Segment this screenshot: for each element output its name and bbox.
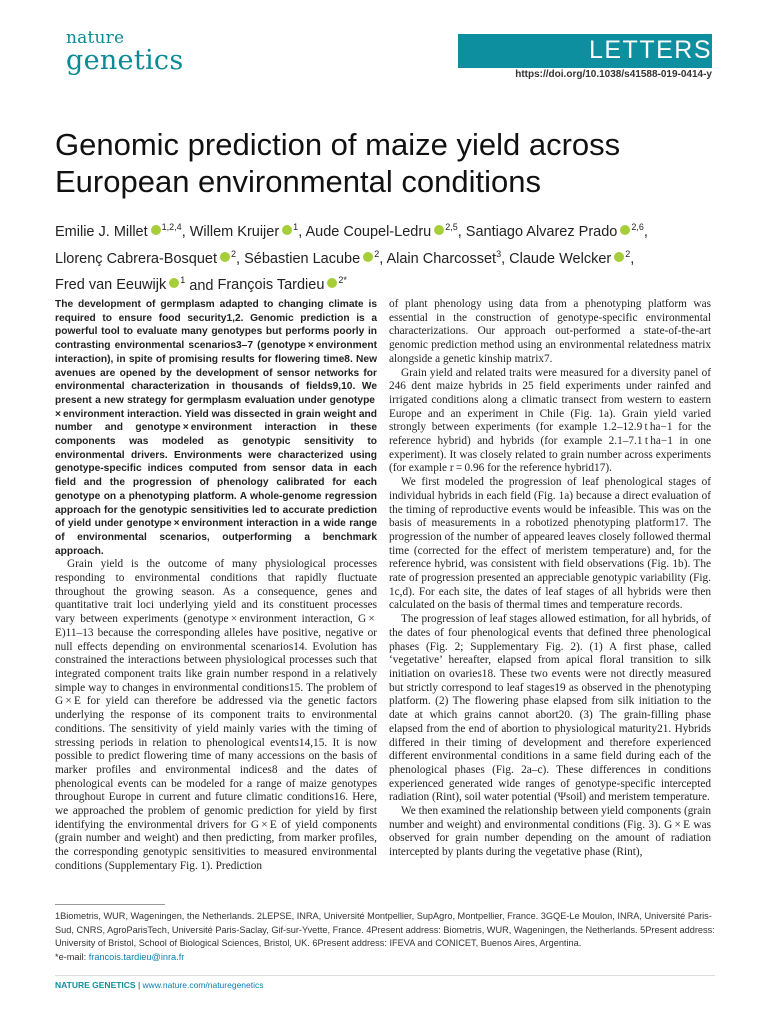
body-paragraph: We then examined the relationship between yield components (grain number and weight) and environmental conditions (Fig. 3). G × E was observed for grain number depending on the amount of radiation intercepted by plants during the vegetative phase (Rint),: [389, 805, 711, 859]
page-footer: NATURE GENETICS | www.nature.com/naturegenetics: [55, 980, 264, 990]
orcid-icon[interactable]: [327, 278, 337, 288]
footnote-divider: [55, 904, 165, 905]
footer-journal: NATURE GENETICS: [55, 980, 136, 990]
orcid-icon[interactable]: [363, 252, 373, 262]
author[interactable]: Alain Charcosset$^3$: [386, 248, 502, 267]
affiliations: [55, 910, 715, 964]
author[interactable]: Llorenç Cabrera-Bosquet $^2$: [55, 248, 237, 267]
body-paragraph: Grain yield and related traits were measured for a diversity panel of 246 dent maize hybrids in 25 field experiments under rainfed and irrigated conditions along a climatic transect from western to eastern Europe and an experiment in Chile (Fig. 1a). Grain yield varied strongly between experiments (for example 1.2–12.9 t ha−1 for the reference hybrid) and hybrids (for example 2.1–7.1 t ha−1 in one experiment). It was closely related to grain number across experiments (for example r = 0.96 for the reference hybrid17).: [389, 366, 711, 475]
orcid-icon[interactable]: [614, 252, 624, 262]
abstract: The development of germplasm adapted to changing climate is required to ensure food security1,2. Genomic prediction is a powerful tool to evaluate many genotypes but performs poorly in contrasting environmental scenarios3–7 (genotype × environment interaction), in spite of promising results for flowering time8. New avenues are opened by the development of sensor networks for environmental characterization in thousands of fields9,10. We present a new strategy for germplasm evaluation under genotype × environment interaction. Yield was dissected in grain weight and number and genotype × environment interaction in these components was modeled as genotypic sensitivity to environmental drivers. Environments were characterized using genotype-specific indices computed from sensor data in each field and the progression of phenology calibrated for each genotype on a phenotyping platform. A whole-genome regression approach for the genotypic sensitivities led to accurate prediction of yield under genotype × environment interaction in a wide range of environmental scenarios, outperforming a benchmark approach.: [55, 299, 377, 557]
author[interactable]: Sébastien Lacube $^2$: [244, 248, 380, 267]
body-paragraph: of plant phenology using data from a phenotyping platform was essential in the construction of genotype-specific environmental characterizations. Our approach out-performed a state-of-the-art genomic prediction method using an environmental relatedness matrix alongside a genetic kinship matrix7.: [389, 298, 711, 365]
orcid-icon[interactable]: [220, 252, 230, 262]
logo-genetics-text: genetics: [66, 45, 184, 76]
section-label: LETTERS: [588, 36, 712, 64]
journal-logo[interactable]: [66, 30, 184, 75]
orcid-icon[interactable]: [620, 225, 630, 235]
orcid-icon[interactable]: [151, 225, 161, 235]
logo-nature-text: nature: [66, 28, 125, 48]
email-link[interactable]: francois.tardieu@inra.fr: [88, 951, 185, 962]
doi-link[interactable]: https://doi.org/10.1038/s41588-019-0414-y: [515, 69, 712, 80]
body-paragraph: Grain yield is the outcome of many physiological processes responding to environmental conditions that rapidly fluctuate throughout the growing season. As a consequence, genes and quantitative trait loci underlying yield and its constituent processes vary between experiments (genotype × environment interaction, G × E)11–13 because the corresponding alleles have positive, negative or null effects depending on environmental scenarios14. Evolution has constrained the interactions between physiological processes such that integrated component traits like grain number respond in a relatively simple way to changes in environmental conditions15. The problem of G × E for yield can therefore be addressed via the genetic factors underlying the response of its component traits to environmental conditions. The sensitivity of yield mainly varies with the timing of stressing periods in relation to phenological events14,15. It is now possible to predict flowering time of many accessions on the basis of marker profiles and environmental indices8 and the dates of phenological events can be modeled for a range of maize genotypes throughout Europe in current and future climatic conditions16. Here, we approached the problem of genomic prediction for yield by first identifying the environmental drivers for G × E of yield components (grain number and weight) and then predicting, from marker profiles, the corresponding genotypic sensitivities to measured environmental conditions (Supplementary Fig. 1). Prediction: [55, 558, 377, 872]
right-column: [389, 298, 711, 860]
affiliation-text: 1Biometris, WUR, Wageningen, the Netherlands. 2LEPSE, INRA, Université Montpellier, SupAgro, Montpellier, France. 3GQE-Le Moulon, INRA, Université Paris-Sud, CNRS, AgroParisTech, Université Paris-Saclay, Gif-sur-Yvette, France. 4Present address: Biometris, WUR, Wageningen, the Netherlands. 5Present address: University of Bristol, School of Biological Sciences, Bristol, UK. 6Present address: IFEVA and CONICET, Buenos Aires, Argentina.: [55, 911, 715, 948]
author[interactable]: Willem Kruijer $^1$: [189, 222, 299, 240]
orcid-icon[interactable]: [434, 225, 444, 235]
body-paragraph: The progression of leaf stages allowed estimation, for all hybrids, of the dates of four phenological events that defined three phenological phases (Fig. 2; Supplementary Fig. 2). (1) A first phase, called ‘vegetative’ hereafter, elapsed from apical floral transition to silk initiation on ovaries18. These two events were not directly measured but strictly correspond to leaf stages19 as observed in the phenotyping platform. (2) The flowering phase elapsed from silk initiation to the date at which grains cannot abort20. (3) The grain-filling phase elapsed from the end of abortion to physiological maturity21. Hybrids differed in their timing of development and therefore experienced different environmental conditions in a same field during each of the phenological phases (Fig. 2a–c). These differences in conditions experienced generated wide ranges of genotype-specific intercepted radiation (Rint), soil water potential (Ψsoil) and meristem temperature.: [389, 613, 711, 804]
author-list: Emilie J. Millet $^{1,2,4}$, Willem Kruijer $^1$, Aude Coupel-Ledru $^{2,5}$, Santiago Alvarez Prado $^{2,6}$, Llorenç Cabrera-Bosquet $^2$, Sébastien Lacube $^2$, Alain Charcosset$^3$, Claude Welcker $^2$, Fred van Eeuwijk $^1$ and François Tardieu $^{2*}$: [55, 222, 648, 294]
author[interactable]: Santiago Alvarez Prado $^{2,6}$: [465, 222, 644, 240]
author[interactable]: Fred van Eeuwijk $^1$: [55, 275, 186, 294]
orcid-icon[interactable]: [169, 278, 179, 288]
left-column: [55, 298, 377, 874]
author[interactable]: François Tardieu $^{2*}$: [217, 275, 347, 294]
author[interactable]: Emilie J. Millet $^{1,2,4}$: [55, 222, 182, 240]
footer-url[interactable]: www.nature.com/naturegenetics: [142, 980, 264, 990]
author[interactable]: Claude Welcker $^2$: [509, 248, 631, 267]
corresponding-email: *e-mail: francois.tardieu@inra.fr: [55, 951, 185, 962]
author[interactable]: Aude Coupel-Ledru $^{2,5}$: [305, 222, 458, 240]
article-title: Genomic prediction of maize yield across European environmental conditions: [55, 127, 621, 199]
orcid-icon[interactable]: [282, 225, 292, 235]
footer-divider: [55, 975, 715, 976]
body-paragraph: We first modeled the progression of leaf phenological stages of individual hybrids in each field (Fig. 1a) because a direct evaluation of the timing of reproductive events would be infeasible. This was on the basis of measurements in a robotized phenotyping platform17. The progression of the number of appeared leaves closely followed thermal time (corrected for the effect of meristem temperature) and, for the reference hybrid, was consistent with field observations (Fig. 1b). The rate of progression presented an appreciable genotypic variability (Fig. 1c,d). For each site, the dates of leaf stages of all hybrids were then calculated on the basis of thermal times and temperature records.: [389, 476, 711, 612]
